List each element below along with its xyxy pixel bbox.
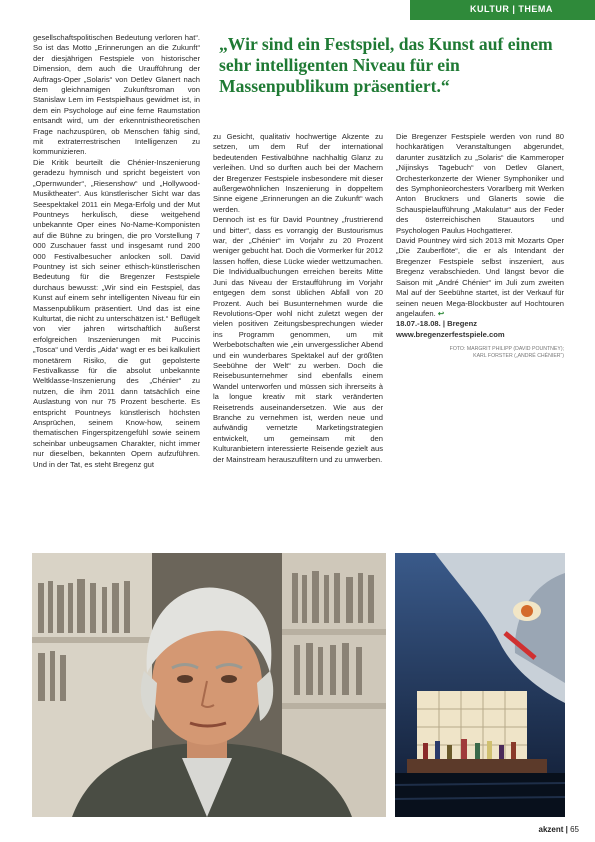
portrait-photo-graphic	[32, 553, 386, 817]
article-column-3	[396, 132, 564, 360]
article-column-2	[213, 132, 383, 465]
portrait-photo	[32, 553, 386, 817]
page-number: 65	[570, 825, 579, 834]
paragraph	[396, 236, 564, 319]
paragraph: Die Kritik beurteilt die Chénier-Inszenierung geradezu hymnisch und spricht begeistert von „Opernwunder“, „Riesenshow“ und „Hollywood-Musiktheater“. Aus künstlerischer Sicht war das Seespektakel 2011 ein Mega-Erfolg und der Mut Pountneys herkulisch, diese weitgehend unbekannte Oper eines No-Name-Komponisten auf die Bühne zu bringen, die pro Vorstellung 7 000 Zuschauer fasst und insgesamt rund 200 000 Festivalbesucher anlocken soll. David Pountney ist sich seiner ethisch-künstlerischen Bedeutung für die Bregenzer Festspiele durchaus bewusst: „Wir sind ein Festspiel, das Kunst auf einem sehr intelligenten Niveau für ein Massenpublikum präsentiert. Und das ist eine Kulturtat, die nicht zu unterschätzen ist.“ Beflügelt von vier jahren wirtschaftlich äußerst erfolgreichen Inszenierungen mit Puccinis „Tosca“ und Verdis „Aida“ wagt er es bei kalkuliert monetärem Risiko, die gut gepolsterte Festivalkasse für die absolut unbekannte Weltklasse-Inszenierung des „Chénier“ zu nutzen, die ihm 2011 dann tatsächlich eine Auslastung von nur 75 Prozent bescherte. Es entspricht Pountneys künstlerisch höchsten Ansprüchen, seinem Know-how, seinem thematischen Fingerspitzengefühl sowie seinem scheinbar unbeugsamen Charakter, nicht immer nur dieselben, bekannten Opern aufzuführen. Und in der Tat, es steht Bregenz gut	[33, 157, 200, 469]
photo-credits	[396, 346, 564, 360]
stage-photo-graphic	[395, 553, 565, 817]
end-mark-icon: ↩	[437, 308, 445, 318]
footer-separator: |	[563, 825, 571, 834]
section-label: KULTUR | THEMA	[470, 4, 553, 14]
paragraph: Dennoch ist es für David Pountney „frustrierend und bitter“, dass es vorrangig der Bustourismus war, der „Chénier“ im Vorjahr zu 20 Prozent weniger gebucht hat. Doch die Vormerker für 2012 lassen hoffen, diese Lücke wieder wettzumachen. Die Individualbuchungen erreichen bereits Mitte Juni das Niveau der Erstaufführung im Vorjahr entgegen dem sonst üblichen Abfall von 20 Prozent. Auch bei Busunternehmen wurde die Revolutions-Oper wohl nicht zuletzt wegen der vielen positiven Zeitungsbesprechungen wieder ins Programm genommen, um mit Werbebotschaften wie „ein unvergesslicher Abend und ein wunderbares Spektakel auf der größten Seebühne der Welt“ zu werben. Doch die Reisebusunternehmer sind ebenfalls einem Wandel unterworfen und müssen sich ihrerseits à la longue kreativ mit stark veränderten Reisetrends auseinandersetzen. Wie aus der Branche zu vernehmen ist, werden neue und aufwändig vernetzte Marketingstrategien entwickelt, um gemeinsam mit den Kulturanbietern interessierte Reisende gezielt aus der Mainstream herauszufiltern und zu umwerben.	[213, 215, 383, 464]
credit-line: FOTO: MARGRIT PHILIPP (DAVID POUNTNEY);	[449, 346, 564, 353]
credit-line: KARL FORSTER („ANDRÉ CHÉNIER“)	[473, 353, 564, 360]
page-footer	[539, 825, 580, 834]
article-column-1	[33, 33, 200, 470]
paragraph: gesellschaftspolitischen Bedeutung verloren hat“. So ist das Motto „Erinnerungen an die Zukunft“ der diesjährigen Festspiele von historischer Dimension, dem auch die Uraufführung der Auftrags-Oper „Solaris“ von Detlev Glanert nach dem gleichnamigen Zukunftsroman von Stanislaw Lem im Festspielhaus gewidmet ist, in dem ein Psychologe auf eine ferne Raumstation entsandt wird, um der erkenntnistheoretischen Frage nachzuspüren, ob Menschen fähig sind, mit extraterrestrischen Intelligenzen zu kommunizieren.	[33, 33, 200, 157]
website-link[interactable]: www.bregenzerfestspiele.com	[396, 329, 505, 339]
section-header-bar	[410, 0, 595, 20]
event-dates: 18.07.-18.08. | Bregenz	[396, 319, 478, 329]
paragraph-text: David Pountney wird sich 2013 mit Mozarts Oper „Die Zauberflöte“, die er als Intendant der Bregenzer Festspiele selbst inszeniert, aus Bregenz verabschieden. Und längst bevor die Saison mit „André Chénier“ im Juli zum zweiten Mal auf der Seebühne startet, ist der Verkauf für seinen neuen Mega-Blockbuster auf Hochtouren angelaufen.	[396, 236, 564, 318]
paragraph: zu Gesicht, qualitativ hochwertige Akzente zu setzen, um dem Ruf der international bedeutenden Festivalbühne nachhaltig Glanz zu verleihen. Und so durften auch bei der Machern der Bregenzer Festspiele insbesondere mit dieser außergewöhnlichen Inszenierung in doppeltem Sinne eigene „Erinnerungen an die Zukunft“ wach werden.	[213, 132, 383, 214]
paragraph: Die Bregenzer Festspiele werden von rund 80 hochkarätigen Veranstaltungen abgerundet, darunter zusätzlich zu „Solaris“ die Kammeroper „Nijinskys Tagebuch“ von Detlev Glanert, Orchesterkonzerte der Wiener Symphoniker und des Symphonieorchesters Vorarlberg mit Werken Anton Bruckners und Glanerts sowie die Schauspielaufführung „Makulatur“ aus der Feder des österreichischen Stauautors und Psychologen Paulus Hochgatterer.	[396, 132, 564, 235]
magazine-brand: akzent	[538, 825, 564, 834]
pull-quote: „Wir sind ein Festspiel, das Kunst auf einem sehr intelligenten Niveau für ein Massenpublikum präsentiert.“	[219, 34, 553, 96]
stage-photo	[395, 553, 565, 817]
